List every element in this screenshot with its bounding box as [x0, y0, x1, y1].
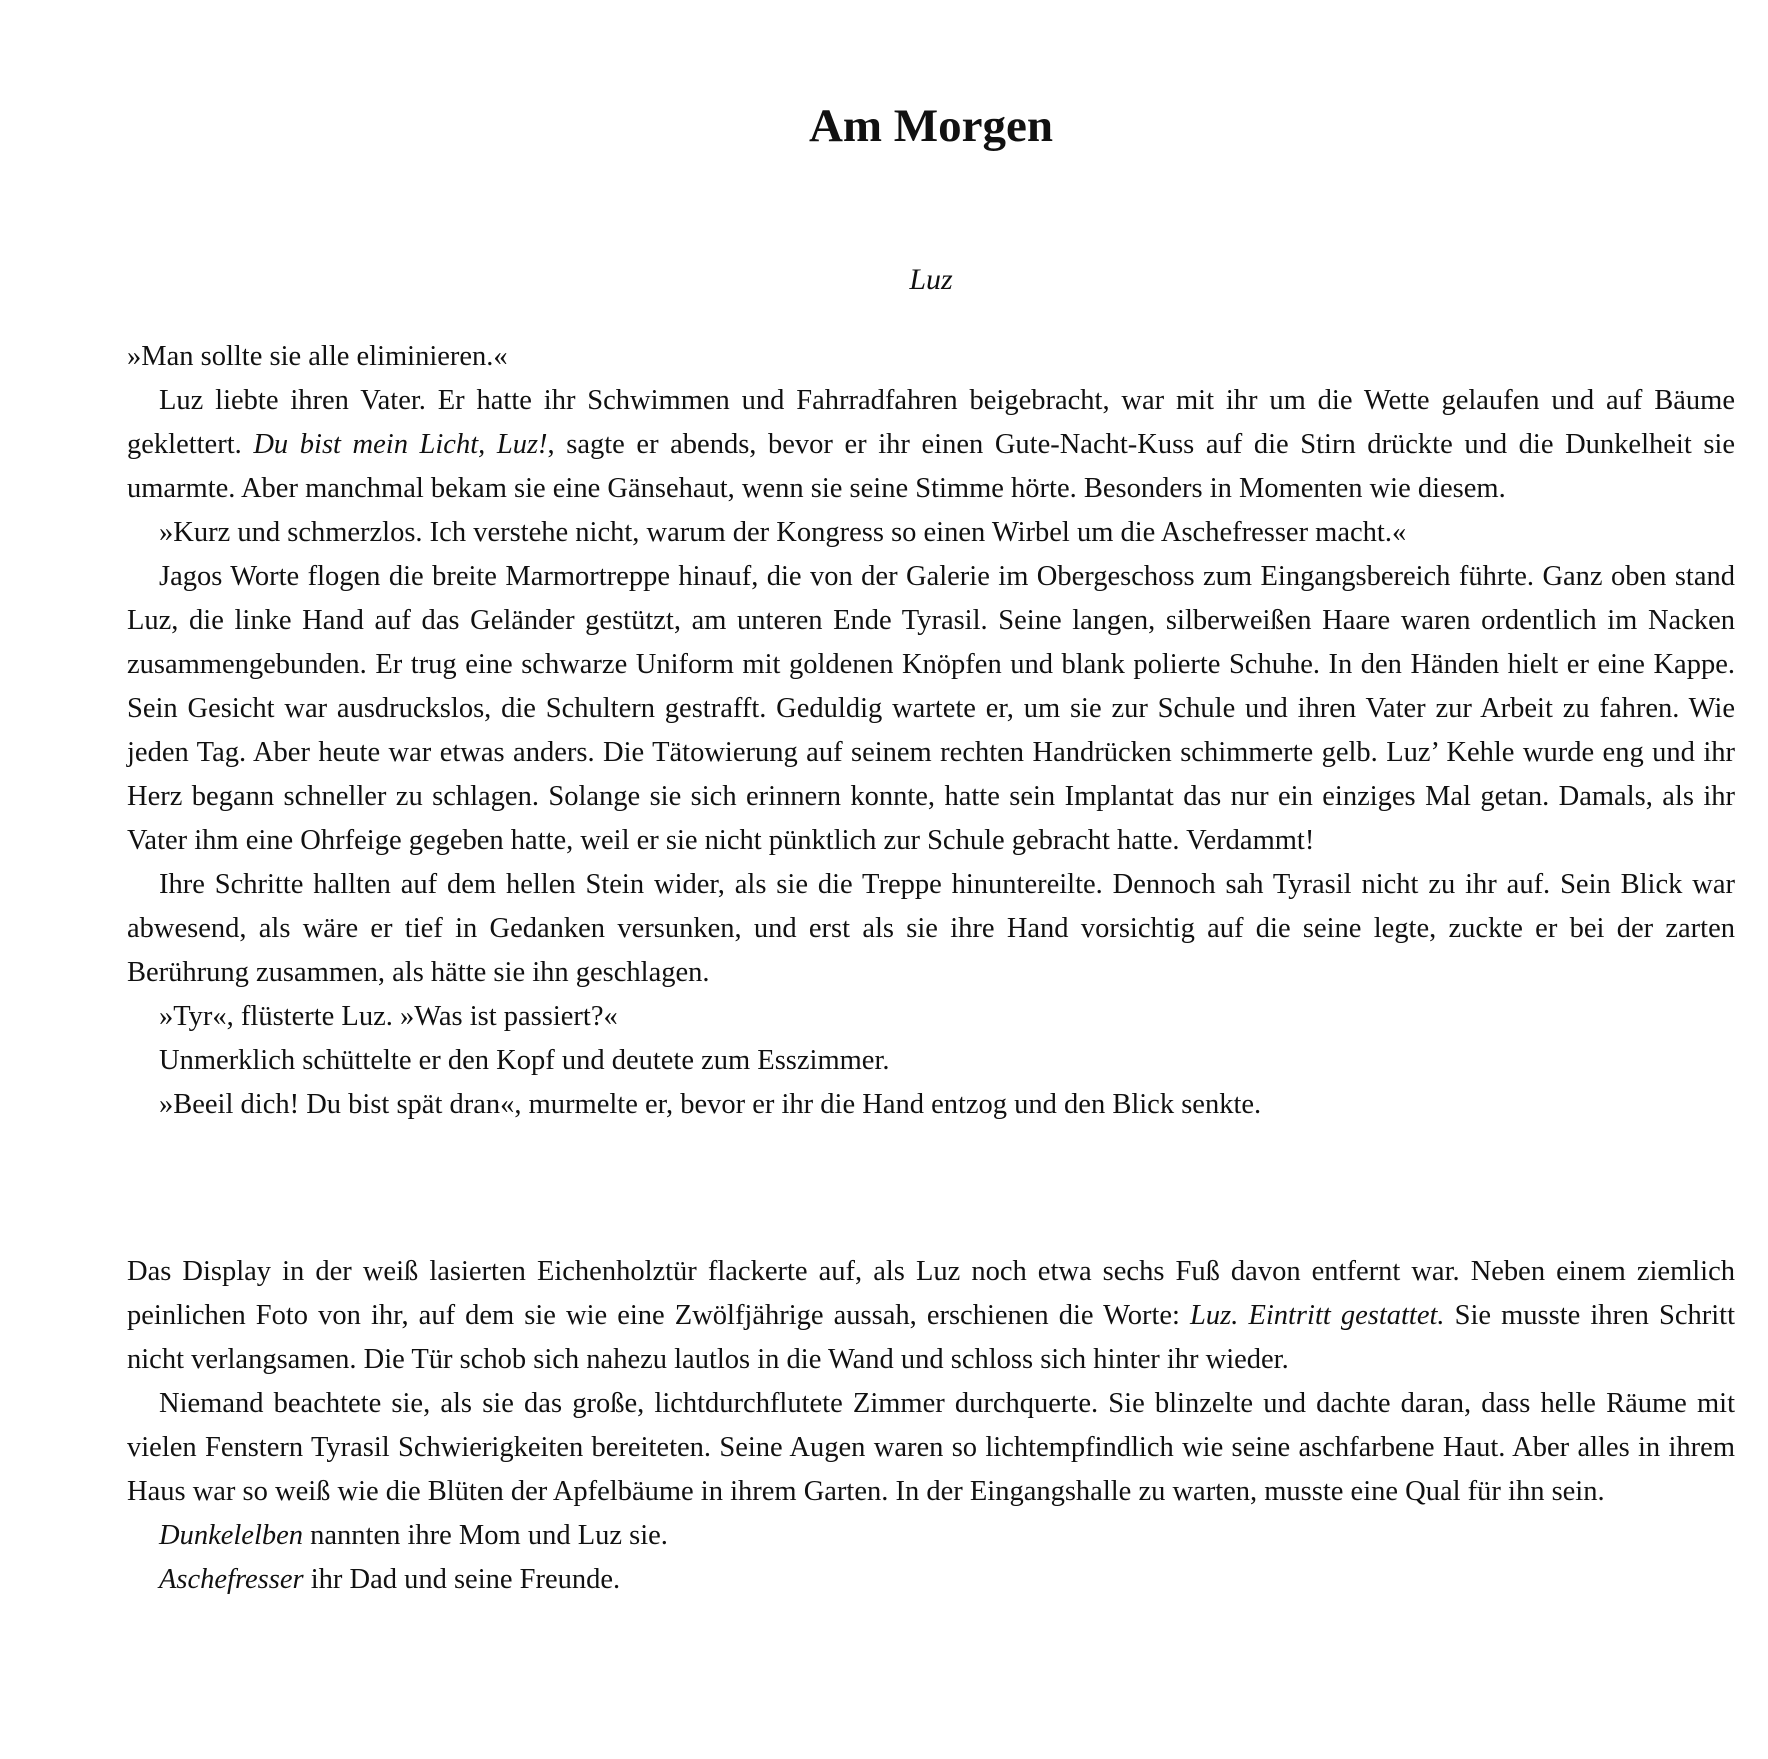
paragraph: Jagos Worte flogen die breite Marmortreppe hinauf, die von der Galerie im Obergeschoss zum Eingangsbereich führte. Ganz oben stand Luz, die linke Hand auf das Geländer gestützt, am unteren Ende Tyrasil. Seine langen, silberweißen Haare waren ordentlich im Nacken zusammengebunden. Er trug eine schwarze Uniform mit goldenen Knöpfen und blank polierte Schuhe. In den Händen hielt er eine Kappe. Sein Gesicht war ausdruckslos, die Schultern gestrafft. Geduldig wartete er, um sie zur Schule und ihren Vater zur Arbeit zu fahren. Wie jeden Tag. Aber heute war etwas anders. Die Tätowierung auf seinem rechten Handrücken schimmerte gelb. Luz’ Kehle wurde eng und ihr Herz begann schneller zu schlagen. Solange sie sich erinnern konnte, hatte sein Implantat das nur ein einziges Mal getan. Damals, als ihr Vater ihm eine Ohrfeige gegeben hatte, weil er sie nicht pünktlich zur Schule gebracht hatte. Verdammt!: [127, 561, 1735, 856]
chapter-title: Am Morgen: [808, 100, 1054, 152]
paragraph: [127, 1514, 1735, 1558]
italic-text: Aschefresser: [159, 1564, 304, 1595]
text-run: ihr Dad und seine Freunde.: [303, 1564, 621, 1595]
paragraph: »Kurz und schmerzlos. Ich verstehe nicht, warum der Kongress so einen Wirbel um die Aschefresser macht.«: [159, 517, 1407, 548]
text-run: Sie musste ihren Schritt nicht verlangsamen. Die Tür schob sich nahezu lautlos in die Wand und schloss sich hinter ihr wieder.: [127, 1300, 1735, 1375]
text-section-2: [127, 1250, 1735, 1602]
paragraph: [127, 379, 1735, 511]
paragraph: [127, 1250, 1735, 1382]
paragraph: »Tyr«, flüsterte Luz. »Was ist passiert?«: [159, 1001, 618, 1032]
text-run: , sagte er abends, bevor er ihr einen Gute-Nacht-Kuss auf die Stirn drückte und die Dunkelheit sie umarmte. Aber manchmal bekam sie eine Gänsehaut, wenn sie seine Stimme hörte. Besonders in Momenten wie diesem.: [127, 429, 1735, 504]
italic-text: Du bist mein Licht, Luz!: [253, 429, 548, 460]
paragraph: »Man sollte sie alle eliminieren.«: [127, 341, 508, 372]
text-section-1: [127, 335, 1735, 1127]
paragraph: Niemand beachtete sie, als sie das große, lichtdurchflutete Zimmer durchquerte. Sie blinzelte und dachte daran, dass helle Räume mit vielen Fenstern Tyrasil Schwierigkeiten bereiteten. Seine Augen waren so lichtempfindlich wie seine aschfarbene Haut. Aber alles in ihrem Haus war so weiß wie die Blüten der Apfelbäume in ihrem Garten. In der Eingangshalle zu warten, musste eine Qual für ihn sein.: [127, 1388, 1735, 1507]
paragraph: Unmerklich schüttelte er den Kopf und deutete zum Esszimmer.: [159, 1045, 890, 1076]
text-run: Das Display in der weiß lasierten Eichenholztür flackerte auf, als Luz noch etwa sechs Fuß davon entfernt war. Neben einem ziemlich peinlichen Foto von ihr, auf dem sie wie eine Zwölfjährige aussah, erschienen die Worte:: [127, 1256, 1735, 1331]
pov-heading: Luz: [909, 263, 953, 296]
italic-text: Dunkelelben: [159, 1520, 304, 1551]
italic-text: Luz. Eintritt gestattet.: [1190, 1300, 1445, 1331]
paragraph: Ihre Schritte hallten auf dem hellen Stein wider, als sie die Treppe hinuntereilte. Dennoch sah Tyrasil nicht zu ihr auf. Sein Blick war abwesend, als wäre er tief in Gedanken versunken, und erst als sie ihre Hand vorsichtig auf die seine legte, zuckte er bei der zarten Berührung zusammen, als hätte sie ihn geschlagen.: [127, 869, 1735, 988]
paragraph: [127, 1558, 1735, 1602]
text-run: Luz liebte ihren Vater. Er hatte ihr Schwimmen und Fahrradfahren beigebracht, war mit ihr um die Wette gelaufen und auf Bäume geklettert.: [127, 385, 1735, 460]
paragraph: »Beeil dich! Du bist spät dran«, murmelte er, bevor er ihr die Hand entzog und den Blick senkte.: [159, 1089, 1262, 1120]
text-run: nannten ihre Mom und Luz sie.: [303, 1520, 668, 1551]
